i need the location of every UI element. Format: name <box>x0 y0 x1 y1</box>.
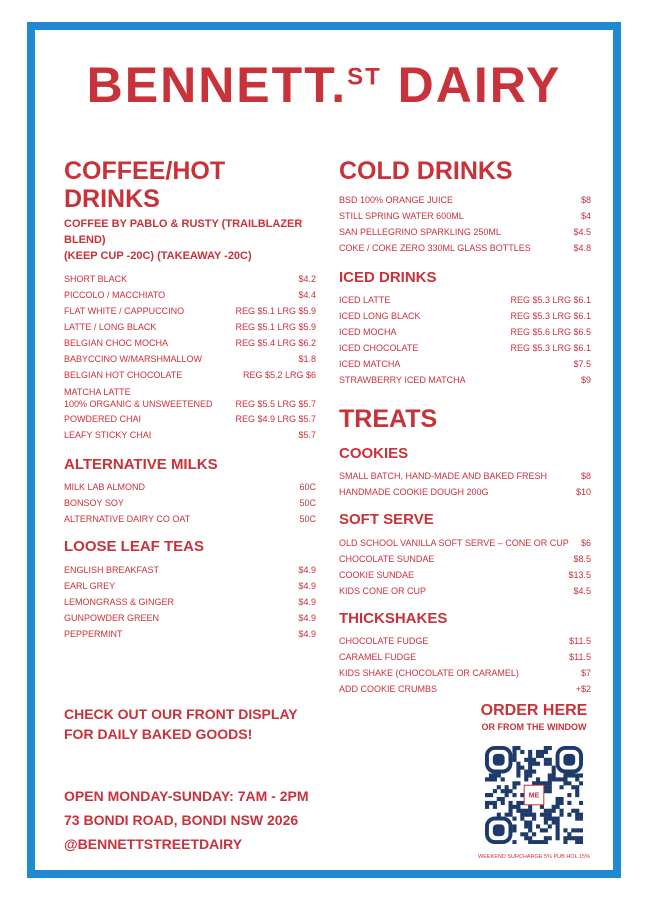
surcharge-note: WEEKEND SURCHARGE 5% PUB HOL 15% <box>478 854 590 860</box>
menu-item <box>339 192 591 208</box>
item-price: 60C <box>299 482 316 493</box>
soft-serve-heading: SOFT SERVE <box>339 511 434 528</box>
item-price: $4.9 <box>298 628 316 639</box>
menu-item <box>339 372 591 388</box>
opening-hours: OPEN MONDAY-SUNDAY: 7AM - 2PM <box>64 788 309 804</box>
item-price: REG $5.4 LRG $6.2 <box>235 337 316 348</box>
menu-item <box>64 479 316 495</box>
promo-line-2: FOR DAILY BAKED GOODS! <box>64 726 253 742</box>
item-name: MILK LAB ALMOND <box>64 482 146 493</box>
treats-heading: TREATS <box>339 405 438 433</box>
item-price: $4.8 <box>573 242 591 253</box>
item-price: REG $5.3 LRG $6.1 <box>510 295 591 305</box>
item-price: $11.5 <box>569 652 591 662</box>
menu-item <box>64 287 316 303</box>
menu-item <box>339 583 591 599</box>
item-price: $8 <box>580 194 591 205</box>
item-price: $7 <box>580 668 591 678</box>
item-price: $6 <box>580 537 591 548</box>
item-name: CHOCOLATE FUDGE <box>339 636 429 646</box>
menu-item <box>64 411 316 427</box>
coffee-subheading <box>64 217 316 265</box>
menu-item <box>64 511 316 527</box>
menu-item <box>64 562 316 578</box>
menu-frame <box>27 22 621 878</box>
item-name: SHORT BLACK <box>64 273 128 284</box>
social-handle[interactable]: @BENNETTSTREETDAIRY <box>64 836 243 852</box>
menu-item <box>64 271 316 287</box>
order-title: ORDER HERE <box>480 702 588 719</box>
item-name-line-1: MATCHA LATTE <box>64 386 131 397</box>
menu-item <box>339 324 591 340</box>
item-price: REG $5.1 LRG $5.9 <box>235 305 316 316</box>
menu-item <box>64 578 316 594</box>
title-superscript: ST <box>347 63 382 91</box>
item-name: FLAT WHITE / CAPPUCCINO <box>64 305 185 316</box>
menu-item <box>339 633 591 649</box>
item-name: STRAWBERRY ICED MATCHA <box>339 375 466 385</box>
item-price: REG $5.3 LRG $6.1 <box>510 311 591 321</box>
menu-item <box>339 567 591 583</box>
item-name: ICED LATTE <box>339 295 391 305</box>
item-price: 50C <box>299 514 316 525</box>
cookies-heading: COOKIES <box>339 444 409 462</box>
item-price: REG $5.3 LRG $6.1 <box>510 343 591 353</box>
iced-drinks-heading: ICED DRINKS <box>339 268 437 286</box>
item-price: $4.9 <box>298 580 316 591</box>
item-price: $4 <box>580 210 591 221</box>
item-name: LEMONGRASS & GINGER <box>64 596 175 607</box>
item-price: REG $4.9 LRG $5.7 <box>235 413 316 424</box>
item-price: $11.5 <box>569 636 591 646</box>
menu-item <box>339 649 591 665</box>
item-price: REG $5.1 LRG $5.9 <box>235 321 316 332</box>
menu-item <box>64 335 316 351</box>
item-name: ICED MATCHA <box>339 359 401 369</box>
menu-item <box>339 468 591 484</box>
item-price: $8.5 <box>573 553 591 564</box>
item-name: ALTERNATIVE DAIRY CO OAT <box>64 514 191 525</box>
menu-item <box>64 367 316 383</box>
menu-item <box>64 427 316 443</box>
item-name: SAN PELLEGRINO SPARKLING 250ML <box>339 226 501 237</box>
menu-item <box>64 626 316 642</box>
item-price: +$2 <box>575 684 591 694</box>
menu-item <box>339 535 591 551</box>
item-name: PICCOLO / MACCHIATO <box>64 289 166 300</box>
item-name: ICED CHOCOLATE <box>339 343 419 353</box>
item-name: COOKIE SUNDAE <box>339 569 415 580</box>
title-main: BENNETT. <box>86 57 348 113</box>
item-price: $1.8 <box>298 353 316 364</box>
promo-line-1: CHECK OUT OUR FRONT DISPLAY <box>64 706 298 722</box>
item-price: $7.5 <box>573 359 591 369</box>
item-name: EARL GREY <box>64 580 116 591</box>
item-price: $4.2 <box>298 273 316 284</box>
item-name: PEPPERMINT <box>64 628 123 639</box>
item-name: ICED MOCHA <box>339 327 397 337</box>
right-column <box>339 158 591 697</box>
address: 73 BONDI ROAD, BONDI NSW 2026 <box>64 812 299 828</box>
menu-item <box>64 610 316 626</box>
item-name: KIDS SHAKE (CHOCOLATE OR CARAMEL) <box>339 668 519 678</box>
item-name: LEAFY STICKY CHAI <box>64 429 152 440</box>
item-name: CHOCOLATE SUNDAE <box>339 553 435 564</box>
item-price: REG $5.2 LRG $6 <box>242 369 316 380</box>
item-name-line-2: 100% ORGANIC & UNSWEETENED <box>64 398 213 409</box>
menu-item <box>339 224 591 240</box>
item-name: CARAMEL FUDGE <box>339 652 417 662</box>
item-name: BELGIAN CHOC MOCHA <box>64 337 169 348</box>
item-name: BABYCCINO W/MARSHMALLOW <box>64 353 203 364</box>
qr-code-icon[interactable] <box>485 746 583 844</box>
item-price: $4.5 <box>573 585 591 596</box>
coffee-subline-2: (KEEP CUP -20C) (TAKEAWAY -20C) <box>64 249 252 262</box>
item-price: $8 <box>580 471 591 481</box>
promo-text <box>64 704 298 744</box>
item-name: COKE / COKE ZERO 330ML GLASS BOTTLES <box>339 242 531 253</box>
item-name: POWDERED CHAI <box>64 413 142 424</box>
menu-item <box>339 551 591 567</box>
item-price: REG $5.5 LRG $5.7 <box>235 398 316 409</box>
menu-item <box>64 319 316 335</box>
menu-item <box>339 308 591 324</box>
left-column <box>64 158 316 642</box>
menu-item <box>339 681 591 697</box>
item-name: STILL SPRING WATER 600ML <box>339 210 464 221</box>
item-price: $4.9 <box>298 612 316 623</box>
menu-item <box>64 594 316 610</box>
item-price: REG $5.6 LRG $6.5 <box>510 327 591 337</box>
item-name: ADD COOKIE CRUMBS <box>339 684 438 694</box>
item-name: KIDS CONE OR CUP <box>339 585 427 596</box>
menu-item <box>339 240 591 256</box>
item-price: $4.5 <box>573 226 591 237</box>
item-name: ENGLISH BREAKFAST <box>64 564 160 575</box>
item-price: $4.9 <box>298 564 316 575</box>
qr-badge: ME <box>528 792 540 800</box>
menu-item <box>339 208 591 224</box>
cold-drinks-heading: COLD DRINKS <box>339 157 513 185</box>
order-section <box>460 702 608 861</box>
menu-item <box>339 340 591 356</box>
item-price: 50C <box>299 498 316 509</box>
title-rest: DAIRY <box>381 57 562 113</box>
item-price: $5.7 <box>298 429 316 440</box>
menu-item <box>339 356 591 372</box>
item-price: $9 <box>580 375 591 385</box>
thickshakes-heading: THICKSHAKES <box>339 609 448 627</box>
item-name: OLD SCHOOL VANILLA SOFT SERVE – CONE OR CUP <box>339 537 569 548</box>
menu-item <box>339 665 591 681</box>
coffee-heading: COFFEE/HOT DRINKS <box>64 157 226 213</box>
item-name: BONSOY SOY <box>64 498 124 509</box>
item-price: $4.4 <box>298 289 316 300</box>
item-name: SMALL BATCH, HAND-MADE AND BAKED FRESH <box>339 471 548 481</box>
menu-item <box>64 383 316 411</box>
store-info <box>64 784 309 856</box>
item-name: BSD 100% ORANGE JUICE <box>339 194 454 205</box>
item-name: HANDMADE COOKIE DOUGH 200G <box>339 487 489 497</box>
item-name: ICED LONG BLACK <box>339 311 421 321</box>
item-name: LATTE / LONG BLACK <box>64 321 157 332</box>
menu-item <box>64 495 316 511</box>
menu-item <box>339 292 591 308</box>
teas-heading: LOOSE LEAF TEAS <box>64 538 205 556</box>
menu-title <box>35 57 613 113</box>
menu-item <box>64 303 316 319</box>
item-price: $4.9 <box>298 596 316 607</box>
item-price: $10 <box>575 487 591 497</box>
coffee-subline-1: COFFEE BY PABLO & RUSTY (TRAILBLAZER BLEND) <box>64 218 303 246</box>
order-subtitle: OR FROM THE WINDOW <box>481 722 587 732</box>
alt-milks-heading: ALTERNATIVE MILKS <box>64 455 218 473</box>
menu-item <box>339 484 591 500</box>
item-name: GUNPOWDER GREEN <box>64 612 160 623</box>
item-price: $13.5 <box>568 569 591 580</box>
menu-item <box>64 351 316 367</box>
item-name <box>64 386 235 410</box>
item-name: BELGIAN HOT CHOCOLATE <box>64 369 183 380</box>
